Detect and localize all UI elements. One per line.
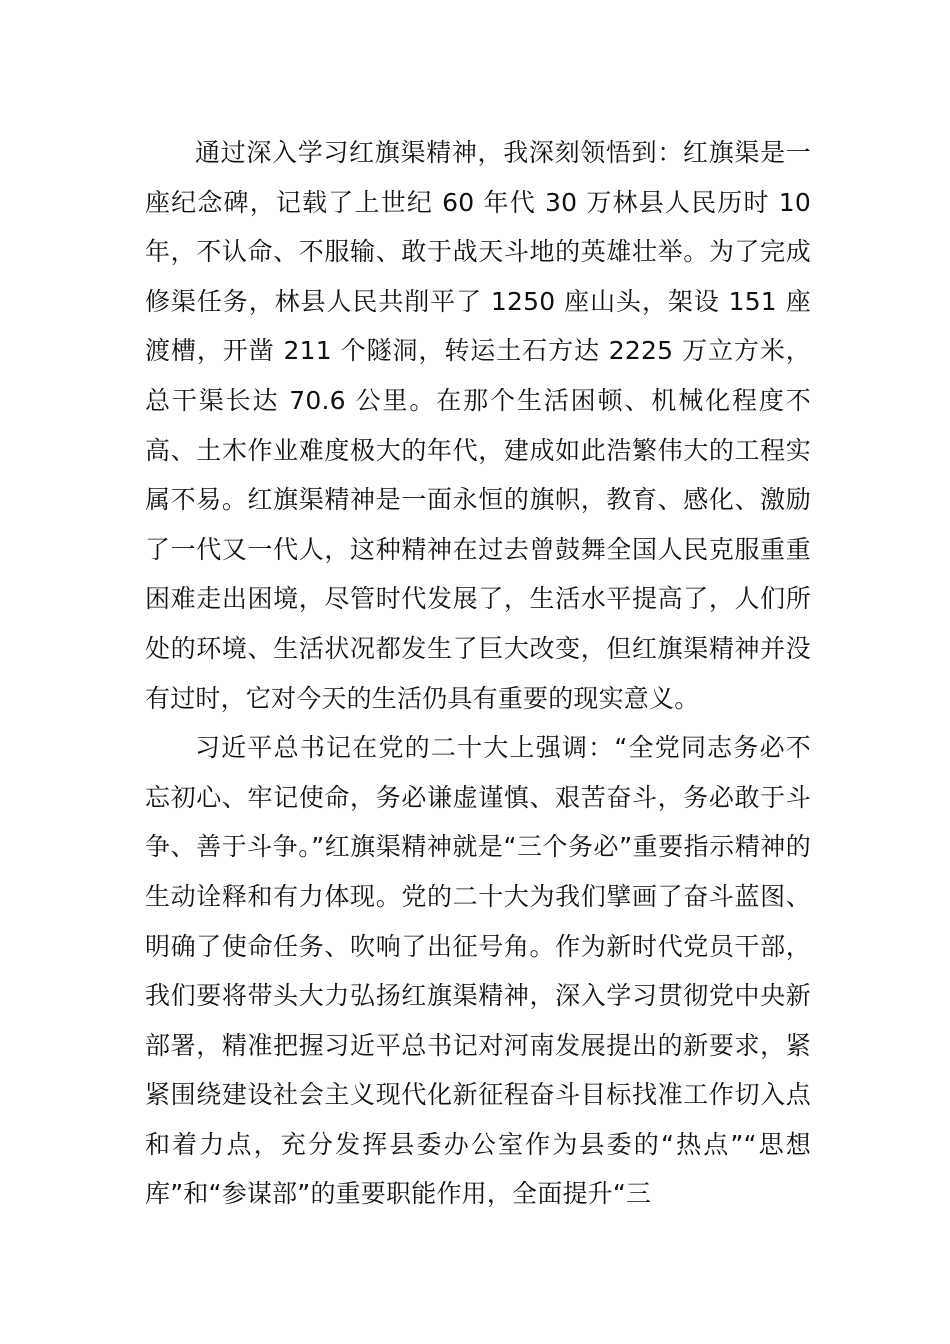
document-body	[145, 128, 811, 1219]
paragraph-twentieth-congress: 习近平总书记在党的二十大上强调：“全党同志务必不忘初心、牢记使命，务必谦虚谨慎、艰苦奋斗，务必敢于斗争、善于斗争。”红旗渠精神就是“三个务必”重要指示精神的生动诠释和有力体现。党的二十大为我们擘画了奋斗蓝图、明确了使命任务、吹响了出征号角。作为新时代党员干部，我们要将带头大力弘扬红旗渠精神，深入学习贯彻党中央新部署，精准把握习近平总书记对河南发展提出的新要求，紧紧围绕建设社会主义现代化新征程奋斗目标找准工作切入点和着力点，充分发挥县委办公室作为县委的“热点”“思想库”和“参谋部”的重要职能作用，全面提升“三	[145, 733, 811, 1209]
paragraph-red-flag-canal-spirit: 通过深入学习红旗渠精神，我深刻领悟到：红旗渠是一座纪念碑，记载了上世纪 60 年代 30 万林县人民历时 10 年，不认命、不服输、敢于战天斗地的英雄壮举。为了完成修渠任务，林县人民共削平了 1250 座山头，架设 151 座渡槽，开凿 211 个隧洞，转运土石方达 2225 万立方米，总干渠长达 70.6 公里。在那个生活困顿、机械化程度不高、土木作业难度极大的年代，建成如此浩繁伟大的工程实属不易。红旗渠精神是一面永恒的旗帜，教育、感化、激励了一代又一代人，这种精神在过去曾鼓舞全国人民克服重重困难走出困境，尽管时代发展了，生活水平提高了，人们所处的环境、生活状况都发生了巨大改变，但红旗渠精神并没有过时，它对今天的生活仍具有重要的现实意义。	[145, 138, 811, 713]
